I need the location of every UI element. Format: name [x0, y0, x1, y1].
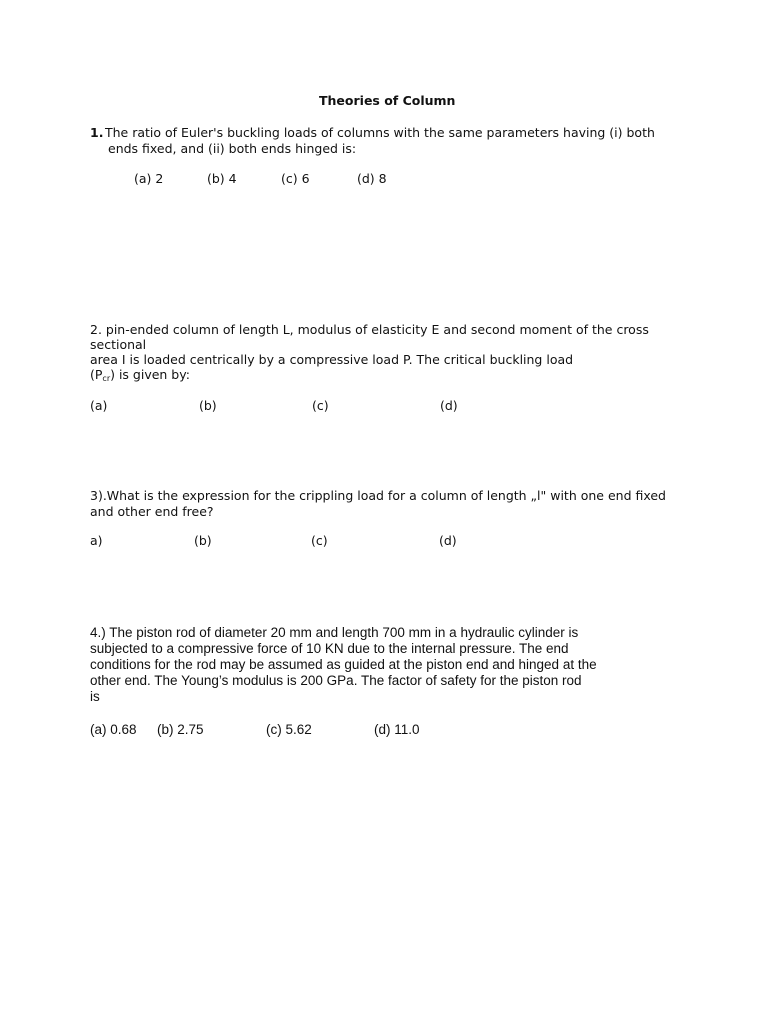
question-4-option-d: (d) 11.0 — [374, 722, 420, 737]
question-3-option-c: (c) — [311, 533, 328, 548]
question-3-option-a: a) — [90, 533, 103, 548]
question-2-pcr-subscript: cr — [102, 374, 111, 383]
question-4-text-line3: conditions for the rod may be assumed as guided at the piston end and hinged at the — [90, 657, 597, 672]
question-4-option-c: (c) 5.62 — [266, 722, 312, 737]
page-title: Theories of Column — [319, 93, 456, 108]
question-3-option-b: (b) — [194, 533, 212, 548]
question-4-text-line4: other end. The Young’s modulus is 200 GPa. The factor of safety for the piston rod — [90, 673, 582, 688]
question-2-pcr-close: ) is given by: — [110, 367, 190, 382]
question-2-pcr-open: (P — [90, 367, 103, 382]
question-2-text-line4 — [90, 367, 190, 384]
question-2-text-line3: area I is loaded centrically by a compressive load P. The critical buckling load — [90, 352, 574, 367]
question-1-text-line2: ends fixed, and (ii) both ends hinged is: — [108, 141, 357, 156]
question-1-number: 1. — [90, 125, 104, 140]
question-2-text-line1: 2. pin-ended column of length L, modulus of elasticity E and second moment of the cross — [90, 322, 649, 337]
question-2-option-c: (c) — [312, 398, 329, 413]
question-4-option-b: (b) 2.75 — [157, 722, 204, 737]
question-2-text-line2: sectional — [90, 337, 147, 352]
question-3-text-line2: and other end free? — [90, 504, 214, 519]
question-4-text-line2: subjected to a compressive force of 10 KN due to the internal pressure. The end — [90, 641, 569, 656]
question-2-option-a: (a) — [90, 398, 108, 413]
question-4-text-line5: is — [90, 689, 100, 704]
question-1-text-line1: The ratio of Euler's buckling loads of columns with the same parameters having (i) both — [105, 125, 655, 140]
question-1-option-b: (b) 4 — [207, 171, 237, 186]
question-4-option-a: (a) 0.68 — [90, 722, 137, 737]
question-2-option-d: (d) — [440, 398, 458, 413]
question-1-option-d: (d) 8 — [357, 171, 387, 186]
question-2-option-b: (b) — [199, 398, 217, 413]
question-3-option-d: (d) — [439, 533, 457, 548]
question-1-option-c: (c) 6 — [281, 171, 310, 186]
question-4-text-line1: 4.) The piston rod of diameter 20 mm and length 700 mm in a hydraulic cylinder is — [90, 625, 579, 640]
question-1-option-a: (a) 2 — [134, 171, 164, 186]
question-3-text-line1: 3).What is the expression for the crippling load for a column of length „l" with one end fixed — [90, 488, 666, 503]
